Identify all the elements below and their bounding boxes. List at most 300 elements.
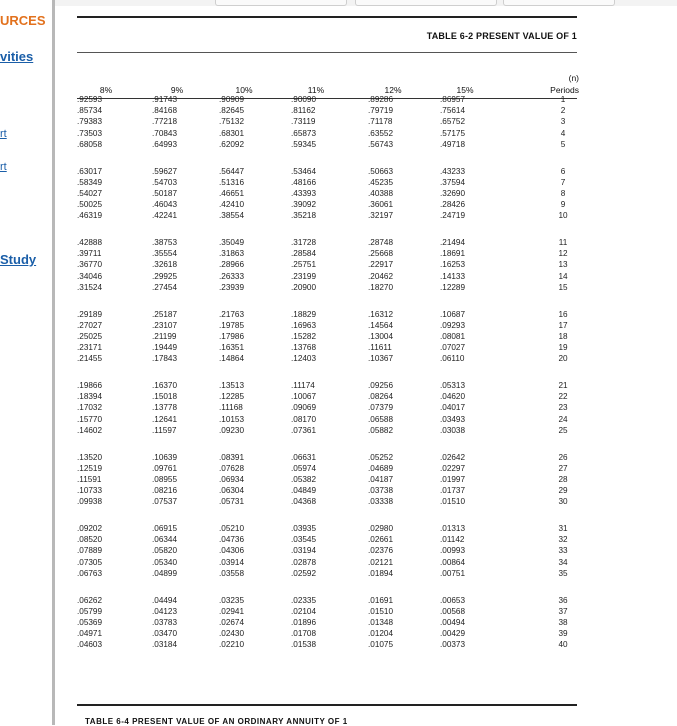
table-cell: .64993 xyxy=(152,139,178,149)
table-cell: .05799 xyxy=(77,606,103,616)
table-cell: .16312 xyxy=(368,309,394,319)
table-cell: .02335 xyxy=(291,595,317,605)
table-cell: .10687 xyxy=(440,309,466,319)
table-cell: .03914 xyxy=(219,557,245,567)
row-group xyxy=(440,166,490,238)
table-cell: .08391 xyxy=(219,452,245,462)
table-cell: .70843 xyxy=(152,128,178,138)
table-cell: .02661 xyxy=(368,535,394,545)
row-group xyxy=(152,452,202,524)
table-cell: .31728 xyxy=(291,238,317,247)
table-cell: .03545 xyxy=(291,535,317,545)
table-cell: .89286 xyxy=(368,95,394,104)
table-cell: .09293 xyxy=(440,320,466,330)
sidebar-item-activities[interactable]: vities xyxy=(0,49,34,64)
table-cell: .05974 xyxy=(291,463,317,473)
table-cell: .06631 xyxy=(291,452,317,462)
table-cell: .04736 xyxy=(219,535,245,545)
table-cell: .11591 xyxy=(77,474,102,484)
table-cell: .15018 xyxy=(152,392,178,402)
table-cell: .04187 xyxy=(368,474,394,484)
column-header: 9% xyxy=(170,85,184,95)
table-cell: .43233 xyxy=(440,166,466,176)
row-group xyxy=(77,166,127,238)
table-cell: .07628 xyxy=(219,463,245,473)
table-cell: .01708 xyxy=(291,629,317,639)
period-cell: 34 xyxy=(558,557,568,567)
row-group xyxy=(219,166,269,238)
row-group xyxy=(219,237,269,309)
table-cell: .22917 xyxy=(368,260,394,270)
row-group xyxy=(291,523,341,595)
table-cell: .04368 xyxy=(291,497,317,507)
row-group xyxy=(291,380,341,452)
table-cell: .90909 xyxy=(219,95,245,104)
period-cell: 39 xyxy=(558,629,568,639)
table-cell: .04306 xyxy=(219,546,245,556)
table-cell: .32618 xyxy=(152,260,178,270)
table-cell: .00864 xyxy=(440,557,466,567)
table-cell: .03194 xyxy=(291,546,317,556)
period-cell: 40 xyxy=(558,640,568,650)
table-cell: .16351 xyxy=(219,343,245,353)
table-cell: .46319 xyxy=(77,211,103,221)
column-header: 12% xyxy=(384,85,402,95)
table-cell: .00568 xyxy=(440,606,466,616)
sidebar-item-report-1[interactable]: rt xyxy=(0,128,7,140)
table-cell: .25751 xyxy=(291,260,317,270)
table-cell: .06262 xyxy=(77,595,103,605)
table-cell: .25025 xyxy=(77,331,103,341)
table-cell: .19449 xyxy=(152,343,178,353)
table-cell: .11597 xyxy=(152,425,177,435)
table-cell: .00373 xyxy=(440,640,466,650)
period-cell: 19 xyxy=(558,343,568,353)
table-cell: .29925 xyxy=(152,271,178,281)
row-group xyxy=(152,523,202,595)
table-cell: .03338 xyxy=(368,497,394,507)
column-header: 10% xyxy=(235,85,253,95)
table-cell: .20900 xyxy=(291,282,317,292)
table-cell: .42241 xyxy=(152,211,178,221)
table-cell: .08520 xyxy=(77,535,103,545)
period-cell: 25 xyxy=(558,425,568,435)
table-cell: .01538 xyxy=(291,640,317,650)
table-cell: .57175 xyxy=(440,128,466,138)
row-group xyxy=(291,309,341,381)
table-cell: .05731 xyxy=(219,497,245,507)
period-cell: 12 xyxy=(558,249,568,259)
table-cell: .02121 xyxy=(368,557,394,567)
table-cell: .02941 xyxy=(219,606,245,616)
period-cell: 2 xyxy=(560,106,566,116)
row-group xyxy=(368,595,418,667)
table-cell: .02980 xyxy=(368,524,394,533)
table-cell: .10733 xyxy=(77,486,103,496)
row-group xyxy=(368,166,418,238)
table-cell: .09761 xyxy=(152,463,178,473)
table-cell: .10639 xyxy=(152,452,178,462)
table-cell: .24719 xyxy=(440,211,466,221)
table-cell: .09202 xyxy=(77,524,103,533)
row-group xyxy=(77,380,127,452)
row-group xyxy=(219,523,269,595)
table-cell: .14564 xyxy=(368,320,394,330)
table-cell: .03783 xyxy=(152,617,178,627)
period-cell: 38 xyxy=(558,617,568,627)
table-cell: .19785 xyxy=(219,320,245,330)
table-cell: .21494 xyxy=(440,238,466,247)
row-group xyxy=(440,380,490,452)
table-cell: .56447 xyxy=(219,166,245,176)
table-cell: .54027 xyxy=(77,188,103,198)
period-cell: 32 xyxy=(558,535,568,545)
table-cell: .28966 xyxy=(219,260,245,270)
table-cell: .19866 xyxy=(77,381,103,390)
table-cell: .12289 xyxy=(440,282,466,292)
table-cell: .29189 xyxy=(77,309,103,319)
table-cell: .73119 xyxy=(291,117,316,127)
table-cell: .14864 xyxy=(219,354,245,364)
table-cell: .15770 xyxy=(77,414,103,424)
table-cell: .03558 xyxy=(219,568,245,578)
period-cell: 16 xyxy=(558,309,568,319)
table-cell: .03738 xyxy=(368,486,394,496)
table-cell: .15282 xyxy=(291,331,317,341)
period-cell: 28 xyxy=(558,474,568,484)
table-cell: .16963 xyxy=(291,320,317,330)
table-cell: .27454 xyxy=(152,282,178,292)
table-cell: .02297 xyxy=(440,463,466,473)
table-cell: .26333 xyxy=(219,271,245,281)
row-group xyxy=(440,452,490,524)
table-cell: .09069 xyxy=(291,403,317,413)
table-cell: .17032 xyxy=(77,403,103,413)
table-cell: .13520 xyxy=(77,452,103,462)
table-cell: .21455 xyxy=(77,354,103,364)
table-cell: .68301 xyxy=(219,128,245,138)
table-cell: .40388 xyxy=(368,188,394,198)
table-cell: .68058 xyxy=(77,139,103,149)
row-group xyxy=(291,94,341,166)
table-cell: .06763 xyxy=(77,568,103,578)
table-cell: .28426 xyxy=(440,200,466,210)
period-cell: 7 xyxy=(560,177,566,187)
table-cell: .03935 xyxy=(291,524,317,533)
row-group xyxy=(219,94,269,166)
table-cell: .73503 xyxy=(77,128,103,138)
table-cell: .16253 xyxy=(440,260,466,270)
period-cell: 10 xyxy=(558,211,568,221)
table-cell: .36061 xyxy=(368,200,394,210)
table-cell: .04494 xyxy=(152,595,178,605)
row-group xyxy=(152,595,202,667)
row-group xyxy=(152,237,202,309)
table-cell: .39711 xyxy=(77,249,102,259)
table-cell: .07379 xyxy=(368,403,394,413)
row-group xyxy=(291,166,341,238)
table-cell: .04603 xyxy=(77,640,103,650)
table-cell: .01691 xyxy=(368,595,394,605)
table-cell: .25668 xyxy=(368,249,394,259)
table-cell: .20462 xyxy=(368,271,394,281)
row-group xyxy=(368,380,418,452)
table-cell: .06588 xyxy=(368,414,394,424)
table-cell: .07889 xyxy=(77,546,103,556)
table-cell: .06934 xyxy=(219,474,245,484)
period-cell: 36 xyxy=(558,595,568,605)
period-cell: 29 xyxy=(558,486,568,496)
row-group xyxy=(291,452,341,524)
table-cell: .11168 xyxy=(219,403,243,413)
table-cell: .01737 xyxy=(440,486,466,496)
table-cell: .51316 xyxy=(219,177,245,187)
row-group xyxy=(368,309,418,381)
table-cell: .79383 xyxy=(77,117,103,127)
table-cell: .10367 xyxy=(368,354,394,364)
table-cell: .81162 xyxy=(291,106,316,116)
table-cell: .23199 xyxy=(291,271,317,281)
table-cell: .58349 xyxy=(77,177,103,187)
row-group xyxy=(77,523,127,595)
row-group xyxy=(368,452,418,524)
table-cell: .32197 xyxy=(368,211,394,221)
table-cell: .18270 xyxy=(368,282,394,292)
table-cell: .05252 xyxy=(368,452,394,462)
table-cell: .02104 xyxy=(291,606,317,616)
period-cell: 14 xyxy=(558,271,568,281)
table-cell: .01510 xyxy=(440,497,466,507)
row-group xyxy=(77,595,127,667)
table-cell: .59627 xyxy=(152,166,178,176)
table-cell: .46651 xyxy=(219,188,245,198)
row-group xyxy=(152,94,202,166)
period-cell: 37 xyxy=(558,606,568,616)
period-cell: 11 xyxy=(558,238,568,247)
period-cell: 8 xyxy=(560,188,566,198)
table-cell: .48166 xyxy=(291,177,317,187)
document-page xyxy=(55,6,677,725)
table-cell: .02642 xyxy=(440,452,466,462)
sidebar-item-study[interactable]: Study xyxy=(0,252,37,267)
row-group xyxy=(77,94,127,166)
periods-header: Periods xyxy=(550,85,579,95)
table-cell: .07361 xyxy=(291,425,317,435)
table-cell: .59345 xyxy=(291,139,317,149)
table-cell: .27027 xyxy=(77,320,103,330)
row-group xyxy=(152,309,202,381)
table-cell: .03184 xyxy=(152,640,178,650)
column-header: 11% xyxy=(307,85,325,95)
table-cell: .23171 xyxy=(77,343,103,353)
period-cell: 23 xyxy=(558,403,568,413)
table-cell: .42888 xyxy=(77,238,103,247)
table-cell: .12285 xyxy=(219,392,245,402)
period-cell: 35 xyxy=(558,568,568,578)
table-cell: .09256 xyxy=(368,381,394,390)
table-cell: .35049 xyxy=(219,238,245,247)
table-cell: .65873 xyxy=(291,128,317,138)
period-cell: 21 xyxy=(558,381,568,390)
table-cell: .21763 xyxy=(219,309,245,319)
table-cell: .28748 xyxy=(368,238,394,247)
table-cell: .75614 xyxy=(440,106,466,116)
period-cell: 22 xyxy=(558,392,568,402)
table-cell: .62092 xyxy=(219,139,245,149)
table-cell: .07305 xyxy=(77,557,103,567)
row-group xyxy=(545,523,581,595)
row-group xyxy=(545,166,581,238)
row-group xyxy=(219,452,269,524)
table-cell: .17986 xyxy=(219,331,245,341)
table-cell: .01204 xyxy=(368,629,394,639)
table-cell: .03470 xyxy=(152,629,178,639)
table-cell: .05313 xyxy=(440,381,466,390)
table-cell: .03493 xyxy=(440,414,466,424)
table-cell: .07537 xyxy=(152,497,178,507)
table-cell: .65752 xyxy=(440,117,466,127)
table-cell: .04849 xyxy=(291,486,317,496)
period-cell: 30 xyxy=(558,497,568,507)
table-cell: .01313 xyxy=(440,524,466,533)
table-cell: .85734 xyxy=(77,106,103,116)
table-cell: .01075 xyxy=(368,640,394,650)
table-cell: .12403 xyxy=(291,354,317,364)
table-cell: .39092 xyxy=(291,200,317,210)
table-cell: .71178 xyxy=(368,117,393,127)
row-group xyxy=(545,452,581,524)
table-cell: .45235 xyxy=(368,177,394,187)
row-group xyxy=(152,166,202,238)
period-cell: 9 xyxy=(560,200,566,210)
table-cell: .03235 xyxy=(219,595,245,605)
table-cell: .06110 xyxy=(440,354,465,364)
table-cell: .05340 xyxy=(152,557,178,567)
table-cell: .77218 xyxy=(152,117,178,127)
table-cell: .53464 xyxy=(291,166,317,176)
table-cell: .03038 xyxy=(440,425,466,435)
next-table-title: TABLE 6-4 PRESENT VALUE OF AN ORDINARY ANNUITY OF 1 xyxy=(85,717,348,726)
table-cell: .10067 xyxy=(291,392,317,402)
table-cell: .50663 xyxy=(368,166,394,176)
table-cell: .86957 xyxy=(440,95,466,104)
row-group xyxy=(219,380,269,452)
table-cell: .42410 xyxy=(219,200,245,210)
table-cell: .38554 xyxy=(219,211,245,221)
table-cell: .01142 xyxy=(440,535,465,545)
row-group xyxy=(440,523,490,595)
table-cell: .05882 xyxy=(368,425,394,435)
table-cell: .63552 xyxy=(368,128,394,138)
row-group xyxy=(368,523,418,595)
table-cell: .05210 xyxy=(219,524,245,533)
table-cell: .23939 xyxy=(219,282,245,292)
row-group xyxy=(545,595,581,667)
table-cell: .11611 xyxy=(368,343,392,353)
period-cell: 4 xyxy=(560,128,566,138)
table-cell: .09230 xyxy=(219,425,245,435)
table-cell: .04017 xyxy=(440,403,466,413)
period-cell: 18 xyxy=(558,331,568,341)
table-cell: .00653 xyxy=(440,595,466,605)
row-group xyxy=(440,309,490,381)
table-cell: .28584 xyxy=(291,249,317,259)
sidebar-heading: URCES xyxy=(0,13,46,28)
table-cell: .08264 xyxy=(368,392,394,402)
table-cell: .08955 xyxy=(152,474,178,484)
table-cell: .91743 xyxy=(152,95,178,104)
column-header: 8% xyxy=(99,85,113,95)
row-group xyxy=(291,595,341,667)
table-cell: .56743 xyxy=(368,139,394,149)
row-group xyxy=(545,94,581,166)
table-cell: .92593 xyxy=(77,95,103,104)
table-top-rule xyxy=(77,16,577,18)
table-cell: .04971 xyxy=(77,629,103,639)
table-cell: .01348 xyxy=(368,617,394,627)
period-cell: 6 xyxy=(560,166,566,176)
table-cell: .02592 xyxy=(291,568,317,578)
table-cell: .49718 xyxy=(440,139,466,149)
table-cell: .37594 xyxy=(440,177,466,187)
table-cell: .75132 xyxy=(219,117,245,127)
table-cell: .05382 xyxy=(291,474,317,484)
column-header: 15% xyxy=(456,85,474,95)
table-cell: .02430 xyxy=(219,629,245,639)
row-group xyxy=(545,237,581,309)
table-cell: .34046 xyxy=(77,271,103,281)
period-cell: 5 xyxy=(560,139,566,149)
table-cell: .05820 xyxy=(152,546,178,556)
table-cell: .11174 xyxy=(291,381,315,390)
table-cell: .18394 xyxy=(77,392,103,402)
table-title: TABLE 6-2 PRESENT VALUE OF 1 xyxy=(426,31,577,41)
table-cell: .06915 xyxy=(152,524,178,533)
period-cell: 26 xyxy=(558,452,568,462)
period-cell: 24 xyxy=(558,414,568,424)
table-cell: .10153 xyxy=(219,414,245,424)
sidebar-item-report-2[interactable]: rt xyxy=(0,161,7,173)
period-cell: 1 xyxy=(560,95,566,104)
period-cell: 33 xyxy=(558,546,568,556)
table-cell: .63017 xyxy=(77,166,103,176)
row-group xyxy=(152,380,202,452)
table-cell: .18829 xyxy=(291,309,317,319)
row-group xyxy=(368,237,418,309)
row-group xyxy=(291,237,341,309)
table-cell: .13513 xyxy=(219,381,245,390)
table-cell: .06304 xyxy=(219,486,245,496)
table-cell: .02376 xyxy=(368,546,394,556)
table-cell: .07027 xyxy=(440,343,466,353)
table-cell: .01510 xyxy=(368,606,394,616)
row-group xyxy=(219,595,269,667)
period-cell: 3 xyxy=(560,117,566,127)
table-cell: .84168 xyxy=(152,106,178,116)
table-cell: .31863 xyxy=(219,249,245,259)
table-cell: .18691 xyxy=(440,249,466,259)
table-cell: .00751 xyxy=(440,568,466,578)
period-cell: 20 xyxy=(558,354,568,364)
period-cell: 31 xyxy=(558,524,568,533)
table-cell: .14602 xyxy=(77,425,103,435)
table-cell: .35218 xyxy=(291,211,317,221)
table-cell: .23107 xyxy=(152,320,178,330)
table-cell: .02674 xyxy=(219,617,245,627)
table-cell: .01894 xyxy=(368,568,394,578)
table-cell: .04620 xyxy=(440,392,466,402)
table-cell: .08216 xyxy=(152,486,178,496)
